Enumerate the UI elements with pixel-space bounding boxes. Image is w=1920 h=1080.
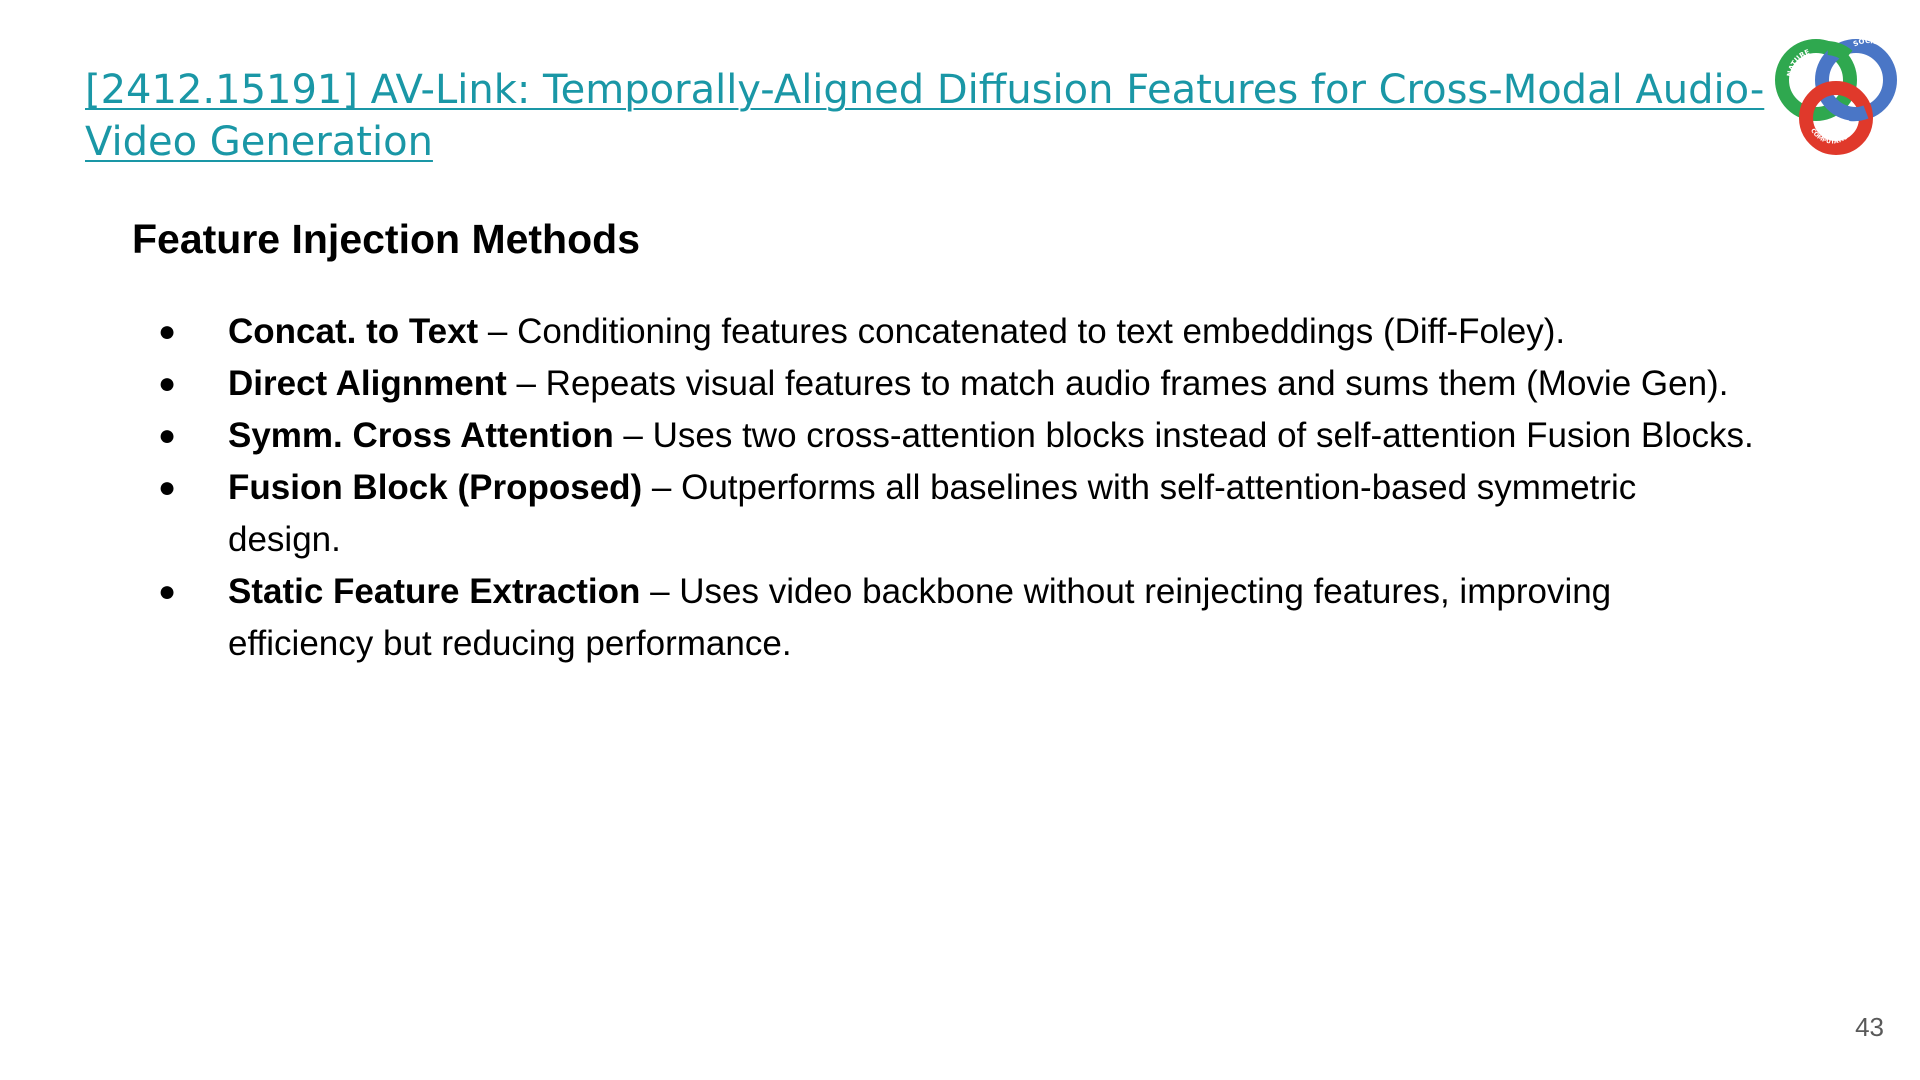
logo-ring-text-top: NATURE — [1785, 48, 1811, 78]
bullet-icon: ● — [158, 471, 177, 504]
bullet-icon: ● — [158, 419, 177, 452]
list-item — [158, 566, 1758, 670]
bullet-icon: ● — [158, 575, 177, 608]
bullet-icon: ● — [158, 315, 177, 348]
feature-injection-list — [158, 306, 1758, 670]
bullet-description: – Uses video backbone without reinjecting features, improving efficiency but reducing performance. — [228, 572, 1612, 663]
bullet-term: Symm. Cross Attention — [228, 416, 614, 455]
page-number: 43 — [1855, 1012, 1884, 1042]
list-item — [158, 462, 1758, 566]
paper-title-link[interactable]: [2412.15191] AV-Link: Temporally-Aligned Diffusion Features for Cross-Modal Audio-Video Generation — [85, 67, 1765, 165]
list-item — [158, 358, 1758, 410]
list-item — [158, 306, 1758, 358]
logo-ring-text-right: SOCIETY — [1852, 37, 1890, 52]
bullet-description: – Repeats visual features to match audio frames and sums them (Movie Gen). — [506, 364, 1729, 403]
bullet-term: Fusion Block (Proposed) — [228, 468, 643, 507]
logo-ring-text-bottom: COMPUTATION — [1809, 127, 1854, 146]
bullet-term: Static Feature Extraction — [228, 572, 641, 611]
list-item — [158, 410, 1758, 462]
section-heading: Feature Injection Methods — [132, 216, 640, 262]
bullet-description: – Uses two cross-attention blocks instead of self-attention Fusion Blocks. — [613, 416, 1754, 455]
bullet-description: – Outperforms all baselines with self-attention-based symmetric design. — [228, 468, 1637, 559]
bullet-term: Direct Alignment — [228, 364, 507, 403]
bullet-term: Concat. to Text — [228, 312, 479, 351]
nature-society-computation-logo — [1770, 30, 1900, 160]
bullet-description: – Conditioning features concatenated to text embeddings (Diff-Foley). — [478, 312, 1566, 351]
bullet-icon: ● — [158, 367, 177, 400]
